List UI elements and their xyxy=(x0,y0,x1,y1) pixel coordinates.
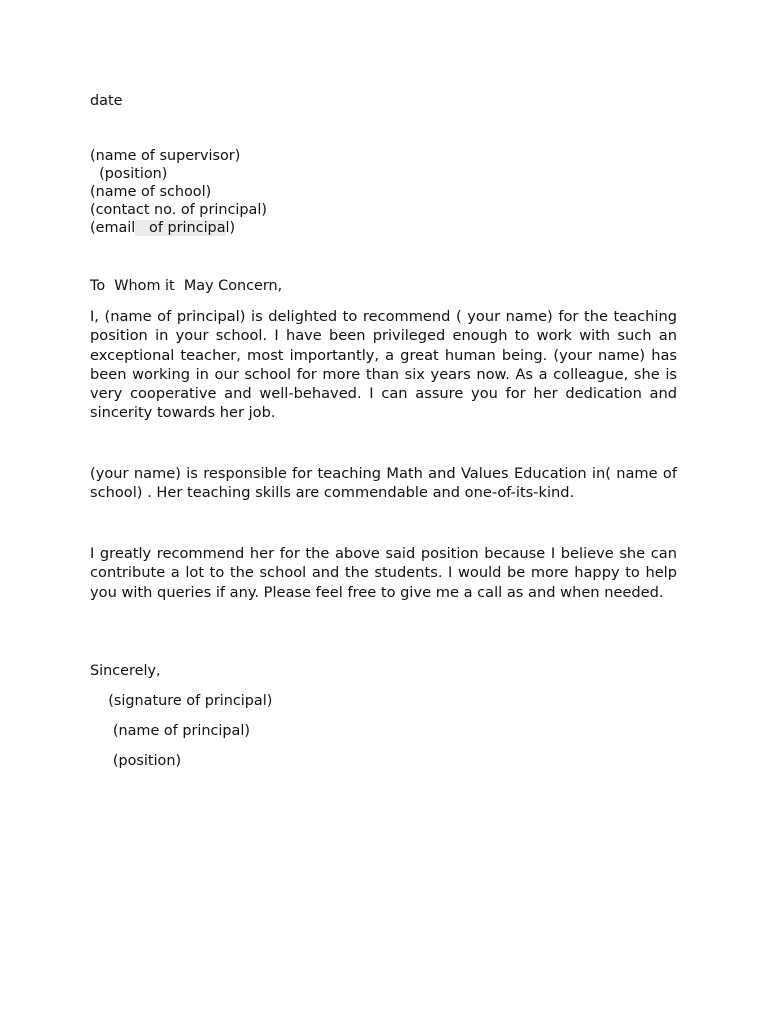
recipient-email xyxy=(90,219,235,237)
salutation: To Whom it May Concern, xyxy=(90,278,283,294)
recipient-supervisor: (name of supervisor) xyxy=(90,148,241,164)
closing: Sincerely, xyxy=(90,663,161,679)
body-paragraph-3-text: I greatly recommend her for the above said position because I believe she can contribute a lot to the school and the students. I would be more happy to help you with queries if any. Please feel free to give me a call as and when needed. xyxy=(90,545,677,601)
recipient-email-open: (email xyxy=(90,220,136,236)
recipient-school: (name of school) xyxy=(90,184,212,200)
signer-name: (name of principal) xyxy=(90,723,250,739)
body-paragraph-3 xyxy=(90,544,677,602)
letter-date: date xyxy=(90,93,123,109)
body-paragraph-2 xyxy=(90,464,677,503)
signer-position: (position) xyxy=(90,753,182,769)
recipient-email-highlight: of principa xyxy=(135,220,226,236)
body-paragraph-2-text: (your name) is responsible for teaching Math and Values Education in( name of school) . Her teaching skills are commendable and one-of-its-kind. xyxy=(90,465,677,502)
body-paragraph-1 xyxy=(90,307,677,423)
recipient-email-close: l) xyxy=(225,220,236,236)
body-paragraph-1-text: I, (name of principal) is delighted to recommend ( your name) for the teaching position in your school. I have been privileged enough to work with such an exceptional teacher, most importantly, a great human being. (your name) has been working in our school for more than six years now. As a colleague, she is very cooperative and well-behaved. I can assure you for her dedication and sincerity towards her job. xyxy=(90,308,677,422)
recipient-position: (position) xyxy=(90,166,168,182)
signature-placeholder: (signature of principal) xyxy=(90,693,273,709)
recipient-contact: (contact no. of principal) xyxy=(90,202,267,218)
